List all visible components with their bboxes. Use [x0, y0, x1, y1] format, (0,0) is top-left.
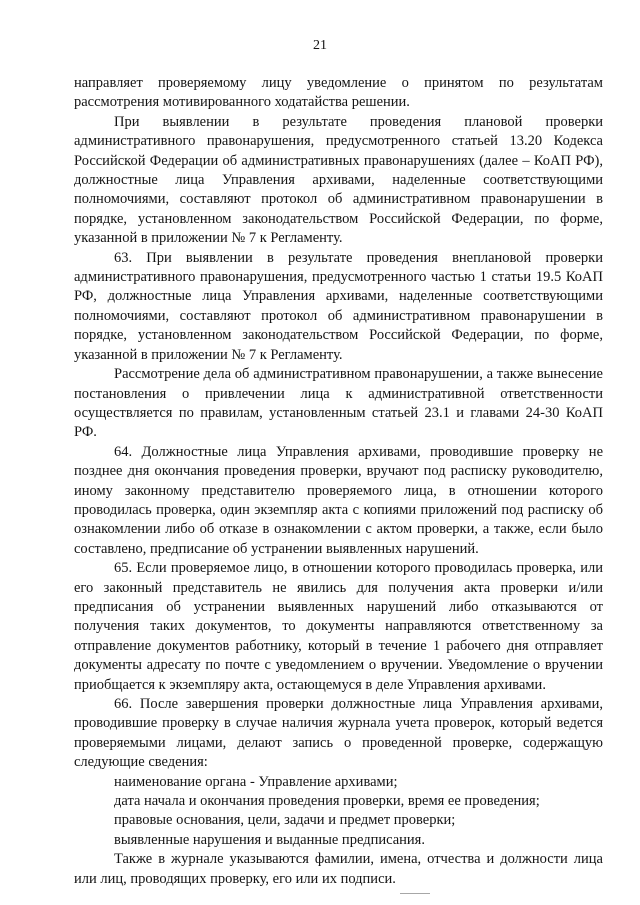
paragraph-63: 63. При выявлении в результате проведения внеплановой проверки административного правонарушения, предусмотренного частью 1 статьи 19.5 КоАП РФ, должностные лица Управления архивами, наделенные соответствующими полномочиями, составляют протокол об административном правонарушении в порядке, установленном законодательством Российской Федерации, по форме, указанной в приложении № 7 к Регламенту. [74, 249, 603, 363]
document-body [74, 74, 603, 889]
paragraph-65: 65. Если проверяемое лицо, в отношении которого проводилась проверка, или его законный представитель не явились для получения акта проверки и/или предписания об устранении выявленных нарушений либо отказываются от получения таких документов, то документы направляются ответственному за отправление документов работнику, который в течение 1 рабочего дня отправляет документы адресату по почте с уведомлением о вручении. Уведомление о вручении приобщается к экземпляру акта, остающемуся в деле Управления архивами. [74, 560, 603, 693]
paragraph-case-review: Рассмотрение дела об административном правонарушении, а также вынесение постановления о привлечении лица к административной ответственности осуществляется по правилам, установленным статьей 23.1 и главами 24-30 КоАП РФ. [74, 366, 603, 441]
paragraph-journal-signatures: Также в журнале указываются фамилии, имена, отчества и должности лица или лиц, проводящих проверку, его или их подписи. [74, 851, 603, 887]
paragraph-66: 66. После завершения проверки должностные лица Управления архивами, проводившие проверку в случае наличия журнала учета проверок, который ведется проверяемыми лицами, делают запись о проведенной проверке, содержащую следующие сведения: [74, 696, 603, 771]
list-item: наименование органа - Управление архивами; [114, 773, 398, 790]
paragraph-continuation: направляет проверяемому лицу уведомление о принятом по результатам рассмотрения мотивированного ходатайства решении. [74, 75, 603, 111]
list-item: выявленные нарушения и выданные предписания. [114, 831, 425, 848]
list-item: дата начала и окончания проведения проверки, время ее проведения; [114, 793, 540, 810]
list-item: правовые основания, цели, задачи и предмет проверки; [114, 812, 456, 829]
paragraph-64: 64. Должностные лица Управления архивами, проводившие проверку не позднее дня окончания проведения проверки, вручают под расписку руководителю, иному законному представителю проверяемого лица, в отношении которого проводилась проверка, один экземпляр акта с копиями приложений под расписку об ознакомлении либо об отказе в ознакомлении с актом проверки, а также, если было составлено, предписание об устранении выявленных нарушений. [74, 443, 603, 557]
scan-mark [400, 893, 430, 894]
page-number: 21 [313, 38, 327, 53]
paragraph-planned-inspection: При выявлении в результате проведения плановой проверки административного правонарушения, предусмотренного статьей 13.20 Кодекса Российской Федерации об административных правонарушениях (далее – КоАП РФ), должностные лица Управления архивами, наделенные соответствующими полномочиями, составляют протокол об административном правонарушении в порядке, установленном законодательством Российской Федерации, по форме, указанной в приложении № 7 к Регламенту. [74, 113, 603, 247]
